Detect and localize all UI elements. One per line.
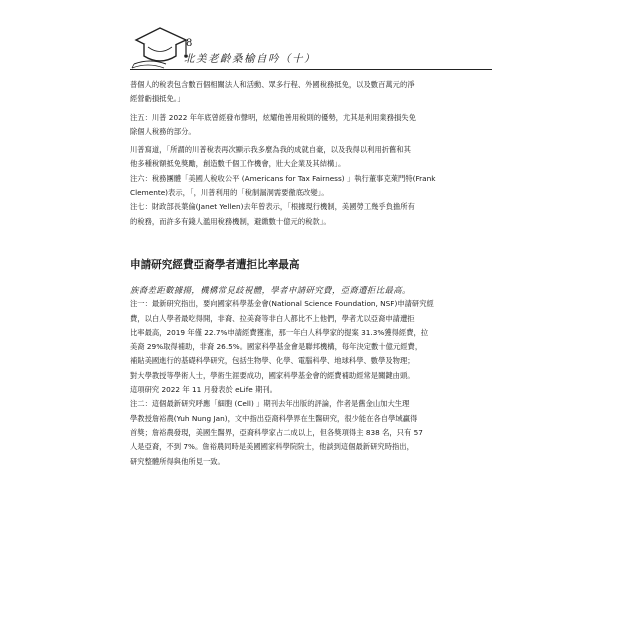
text-line: 對大學教授等學術人士，學術生涯要成功，國家科學基金會的經費補助經常是關鍵由頭。	[130, 370, 415, 380]
text-line: 注五：川普 2022 年年底曾經發布聲明，炫耀他善用稅則的優勢，尤其是利用業務損失免	[130, 112, 416, 122]
text-line: 費，以白人學者最吃得開，非裔、拉美裔等非白人都比不上他們，學者尤以亞裔申請遭拒	[130, 313, 415, 323]
section-title: 申請研究經費亞裔學者遭拒比率最高	[130, 258, 300, 271]
text-line: 川普寫道，「所謂的川普稅表再次顯示我多麼為我的成就自豪，以及我得以利用折舊和其	[130, 145, 411, 155]
page-number: 8	[186, 38, 193, 49]
text-line: 注七：財政部長葉倫(Janet Yellen)去年曾表示，「根據現行機制，美國勞工幾乎負擔所有	[130, 202, 415, 212]
text-line: 經營虧損抵免。」	[130, 94, 185, 104]
text-line: 學教授詹裕農(Yuh Nung Jan)，文中指出亞裔科學界在生醫研究，很少能在各自學域贏得	[130, 413, 418, 423]
running-title: 北美老齡桑榆自吟（十）	[184, 53, 316, 65]
text-line: 注二：這個最新研究呼應「細胞 (Cell) 」期刊去年出版的評論，作者是舊金山加大生理	[130, 399, 410, 409]
header-rule	[130, 69, 492, 70]
text-line: 比率最高，2019 年僅 22.7%申請經費獲准，那一年白人科學家的提案 31.3%獲得經費，拉	[130, 327, 429, 337]
text-line: 這項研究 2022 年 11 月發表於 eLife 期刊。	[130, 385, 277, 395]
text-line: 除個人稅務的部分。	[130, 126, 196, 136]
text-line: 注六：稅務團體「美國人稅收公平 (Americans for Tax Fairness) 」執行董事克萊門特(Frank	[130, 173, 436, 183]
text-line: 他多種稅額抵免獎勵，創造數千個工作機會，壯大企業及其結構」。	[130, 159, 346, 169]
text-line: 首獎；詹裕農發現，美國生醫界，亞裔科學家占二成以上，但各獎項得主 838 名，只有 57	[130, 427, 423, 437]
page-body	[130, 78, 494, 469]
text-line: 注一：最新研究指出，要向國家科學基金會(National Science Foundation, NSF)申請研究經	[130, 299, 434, 309]
text-line: 的稅務，而許多有錢人濫用稅務機制，避繳數十億元的稅款」。	[130, 216, 331, 226]
text-line: Clemente)表示，「，川普利用的「稅制漏洞需要徹底改變」。	[130, 188, 329, 198]
section-lead: 族裔差距數據揚，機構常見歧視體，學者申請研究費，亞裔遭拒比最高。	[130, 284, 411, 295]
text-line: 人是亞裔，不到 7%。詹裕農同時是美國國家科學院院士，他談到這個最新研究時指出，	[130, 442, 414, 452]
graduation-cap-icon	[130, 20, 188, 72]
text-line: 普個人的稅表包含數百個相關法人和活動、眾多行程、外國稅務抵免，以及數百萬元的淨	[130, 80, 415, 89]
text-line: 研究整體所得與他所見一致。	[130, 456, 225, 466]
text-line: 美裔 29%取得補助，非裔 26.5%。國家科學基金會是聯邦機構，每年決定數十億元經費，	[130, 342, 423, 352]
text-line: 補貼美國進行的基礎科學研究，包括生物學、化學、電腦科學、地球科學、數學及物理；	[130, 356, 415, 366]
